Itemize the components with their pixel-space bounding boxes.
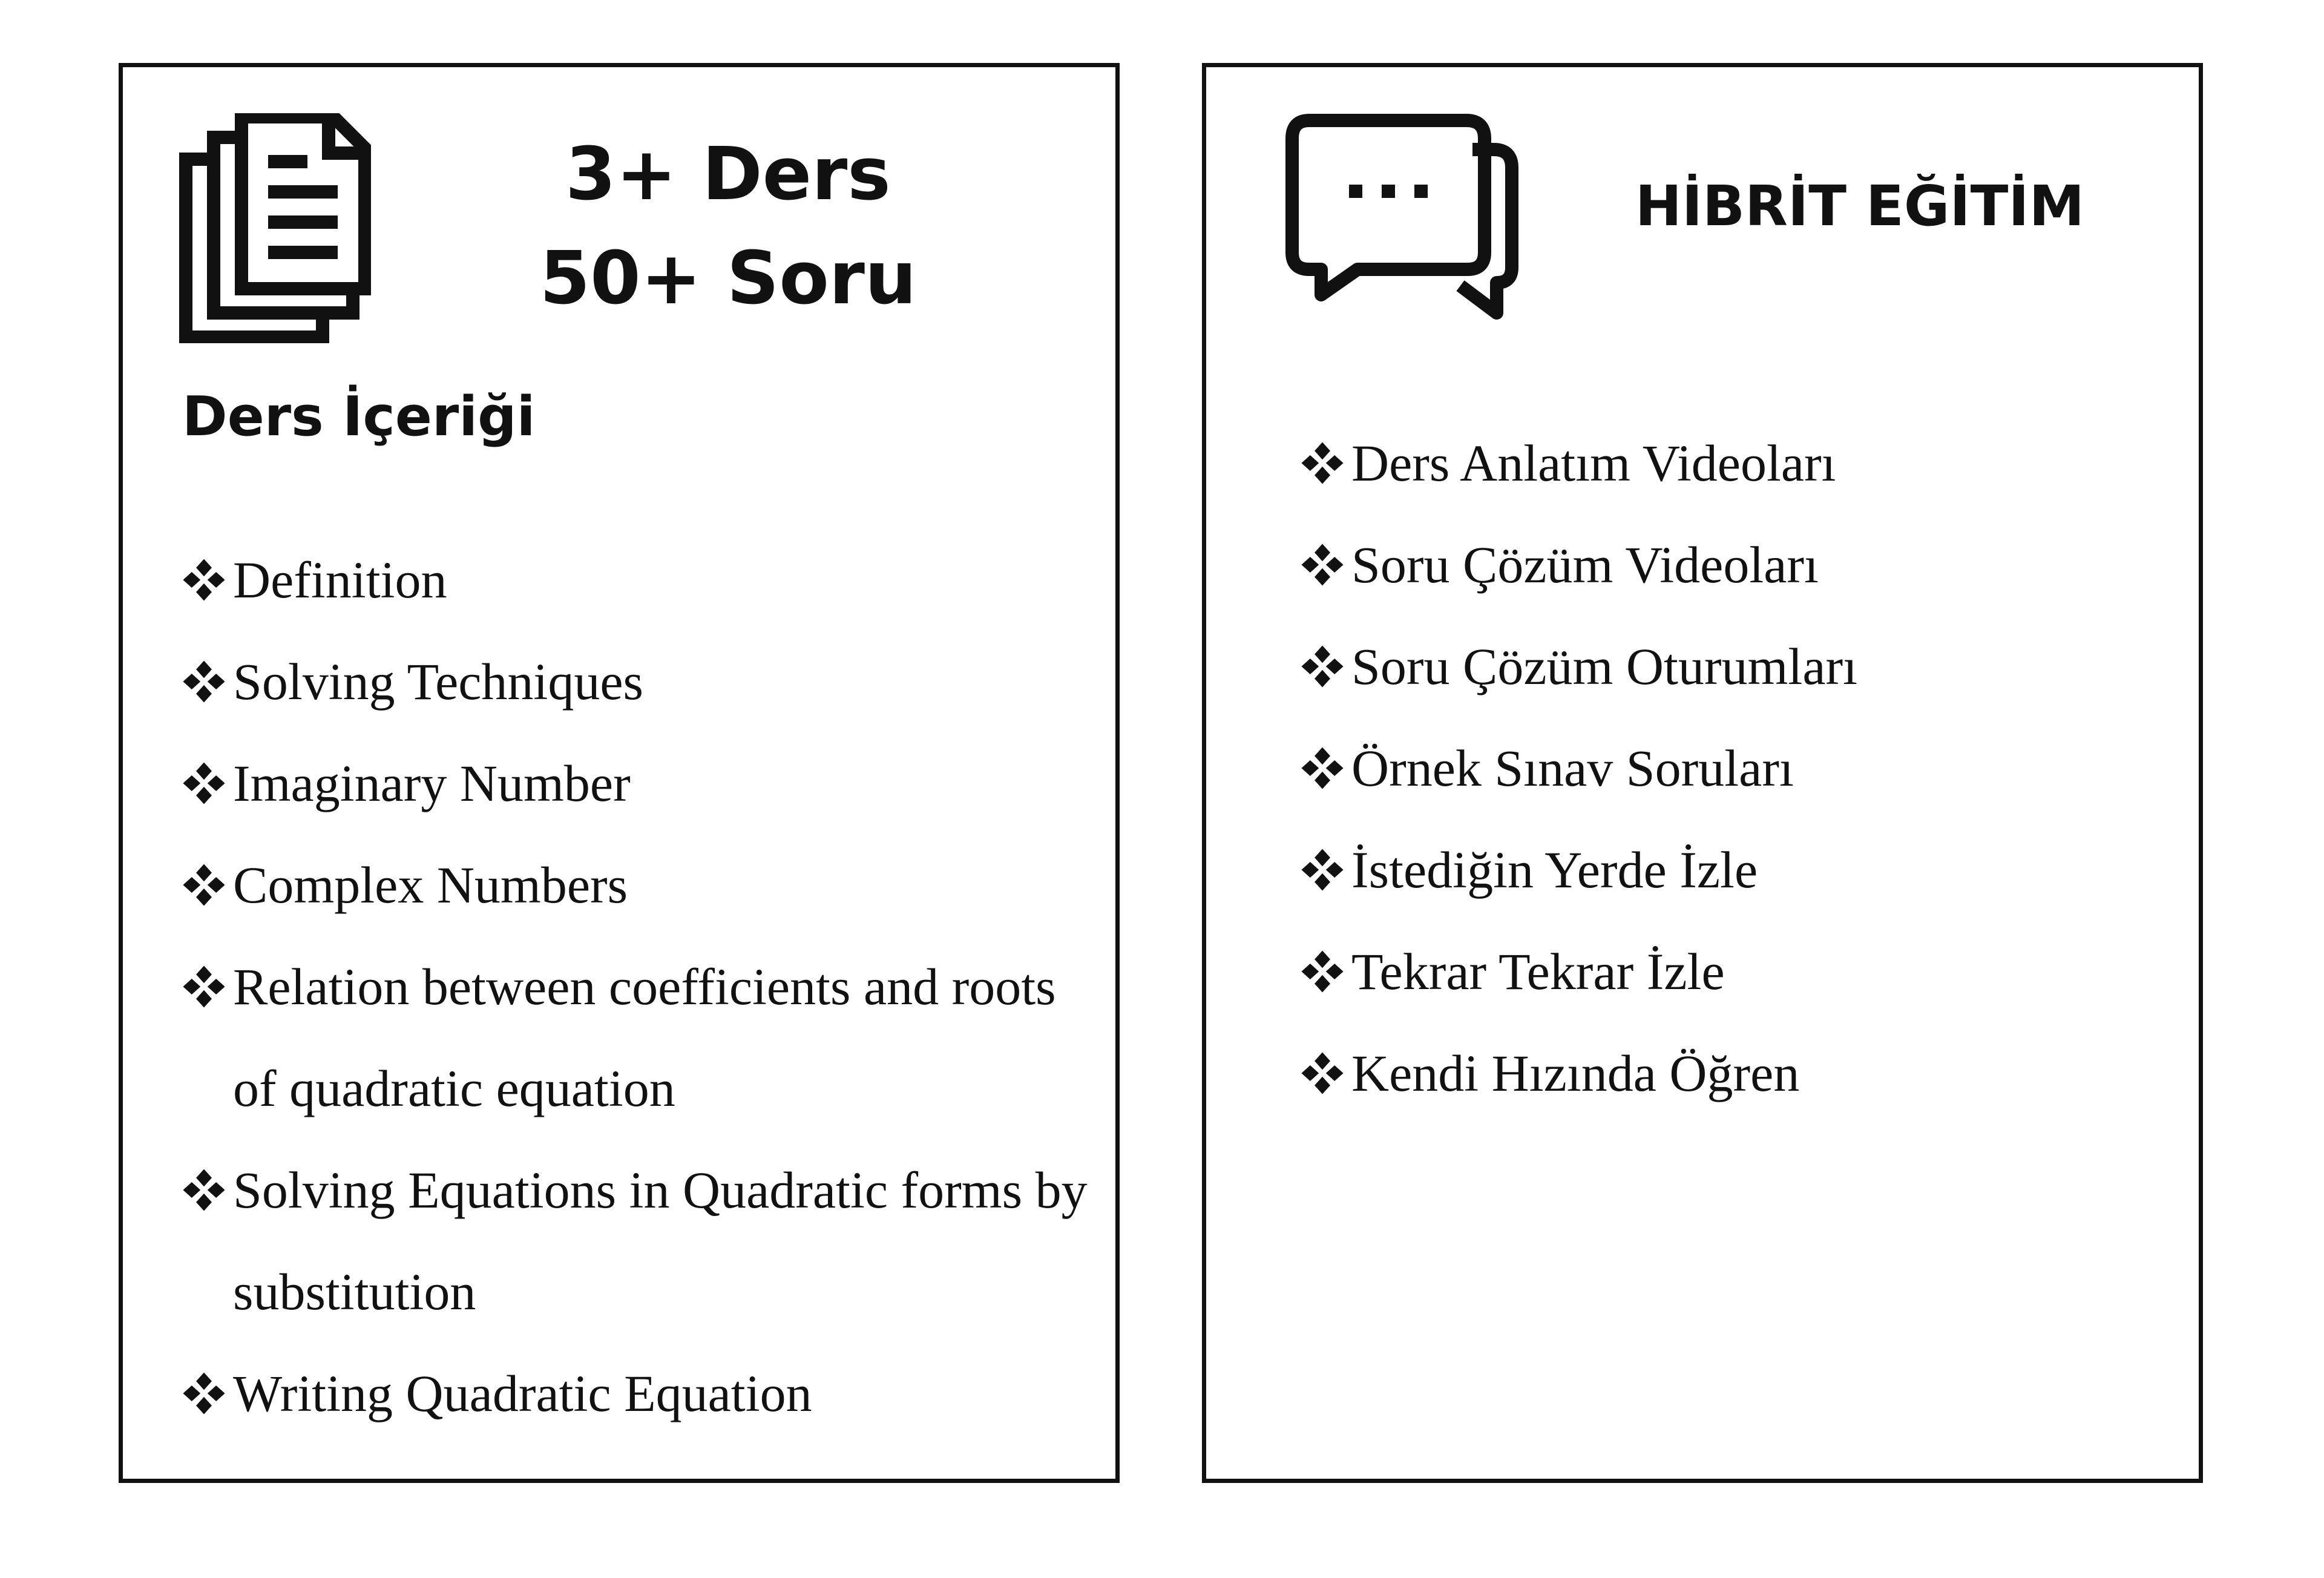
diamond-bullet-icon bbox=[1301, 412, 1349, 514]
list-item-text: Örnek Sınav Soruları bbox=[1351, 739, 1794, 797]
list-item-text: Tekrar Tekrar İzle bbox=[1351, 942, 1725, 1001]
list-item-text: Kendi Hızında Öğren bbox=[1351, 1044, 1800, 1102]
diamond-bullet-icon bbox=[182, 1139, 231, 1241]
list-item-text: Ders Anlatım Videoları bbox=[1351, 434, 1836, 492]
section-title: Ders İçeriği bbox=[182, 385, 536, 449]
list-item-text: Soru Çözüm Oturumları bbox=[1351, 637, 1858, 695]
list-item-text: Solving Techniques bbox=[233, 653, 643, 711]
diamond-bullet-icon bbox=[1301, 514, 1349, 616]
list-item bbox=[182, 1139, 1108, 1343]
list-item-text: Definition bbox=[233, 551, 447, 609]
hybrid-education-title: HİBRİT EĞİTİM bbox=[1635, 174, 2085, 238]
hybrid-education-card bbox=[1202, 63, 2203, 1483]
list-item-text: Writing Quadratic Equation bbox=[233, 1364, 812, 1422]
diamond-bullet-icon bbox=[182, 834, 231, 936]
list-item-text: İstediğin Yerde İzle bbox=[1351, 841, 1758, 899]
list-item bbox=[182, 631, 1108, 732]
diamond-bullet-icon bbox=[182, 1343, 231, 1444]
documents-icon bbox=[177, 113, 371, 343]
lessons-questions-count bbox=[510, 123, 946, 331]
course-topic-list bbox=[182, 529, 1108, 1444]
diamond-bullet-icon bbox=[1301, 921, 1349, 1022]
list-item bbox=[182, 529, 1108, 631]
list-item-text: Solving Equations in Quadratic forms by substitution bbox=[233, 1161, 1088, 1321]
list-item-text: Complex Numbers bbox=[233, 856, 628, 914]
list-item-text: Soru Çözüm Videoları bbox=[1351, 536, 1819, 594]
course-content-card bbox=[119, 63, 1120, 1483]
list-item bbox=[182, 834, 1108, 936]
list-item bbox=[1301, 412, 2184, 514]
list-item-text: Relation between coefficients and roots of quadratic equation bbox=[233, 958, 1056, 1117]
chat-bubbles-icon bbox=[1285, 113, 1527, 331]
list-item bbox=[1301, 514, 2184, 616]
list-item bbox=[1301, 921, 2184, 1022]
list-item bbox=[1301, 1022, 2184, 1124]
feature-list bbox=[1301, 412, 2184, 1124]
diamond-bullet-icon bbox=[182, 631, 231, 732]
list-item bbox=[1301, 616, 2184, 717]
list-item bbox=[182, 732, 1108, 834]
questions-count: 50+ Soru bbox=[539, 237, 917, 321]
list-item bbox=[1301, 717, 2184, 819]
lessons-count: 3+ Ders bbox=[565, 133, 891, 217]
list-item bbox=[182, 1343, 1108, 1444]
diamond-bullet-icon bbox=[1301, 1022, 1349, 1124]
diamond-bullet-icon bbox=[182, 936, 231, 1037]
diamond-bullet-icon bbox=[182, 529, 231, 631]
diamond-bullet-icon bbox=[1301, 616, 1349, 717]
diamond-bullet-icon bbox=[1301, 717, 1349, 819]
diamond-bullet-icon bbox=[1301, 819, 1349, 921]
list-item bbox=[182, 936, 1108, 1139]
list-item-text: Imaginary Number bbox=[233, 754, 631, 812]
list-item bbox=[1301, 819, 2184, 921]
diamond-bullet-icon bbox=[182, 732, 231, 834]
